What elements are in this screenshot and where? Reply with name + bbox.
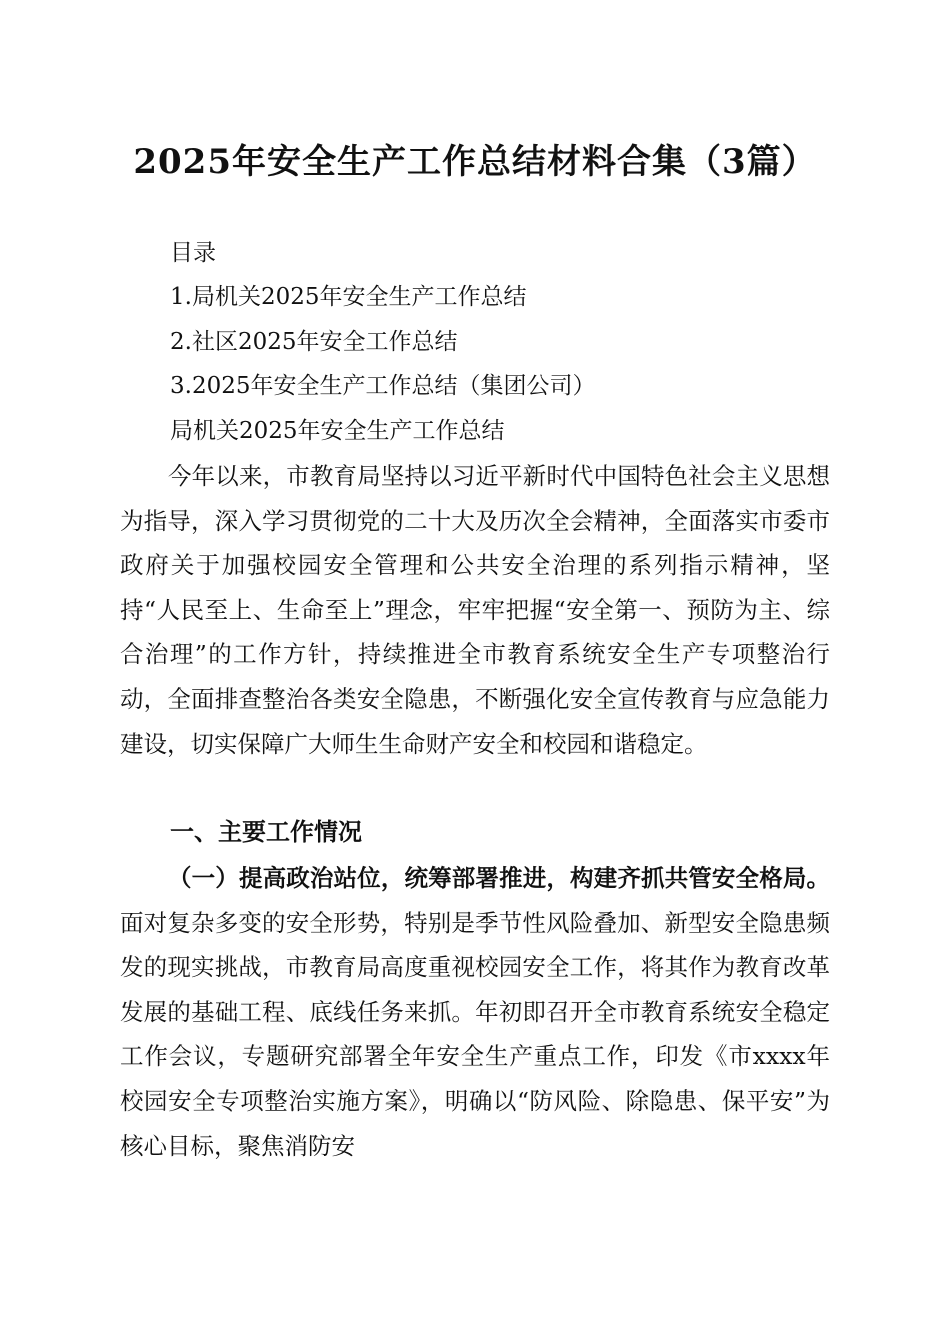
section-title: 局机关2025年安全生产工作总结 [170, 418, 505, 444]
document-title: 2025年安全生产工作总结材料合集（3篇） [133, 142, 817, 182]
subsection-1-lead: （一）提高政治站位，统筹部署推进，构建齐抓共管安全格局。 [168, 864, 830, 892]
toc-item-2: 2.社区2025年安全工作总结 [170, 329, 458, 355]
subsection-1-paragraph [120, 856, 830, 1168]
intro-paragraph: 今年以来，市教育局坚持以习近平新时代中国特色社会主义思想为指导，深入学习贯彻党的二十大及历次全会精神，全面落实市委市政府关于加强校园安全管理和公共安全治理的系列指示精神，坚持“人民至上、生命至上”理念，牢牢把握“安全第一、预防为主、综合治理”的工作方针，持续推进全市教育系统安全生产专项整治行动，全面排查整治各类安全隐患，不断强化安全宣传教育与应急能力建设，切实保障广大师生生命财产安全和校园和谐稳定。 [120, 462, 830, 758]
heading-main-work: 一、主要工作情况 [170, 818, 362, 846]
toc-item-1: 1.局机关2025年安全生产工作总结 [170, 284, 527, 310]
toc-heading: 目录 [170, 240, 216, 266]
toc-item-3: 3.2025年安全生产工作总结（集团公司） [170, 373, 596, 399]
subsection-1-text: 面对复杂多变的安全形势，特别是季节性风险叠加、新型安全隐患频发的现实挑战，市教育局高度重视校园安全工作，将其作为教育改革发展的基础工程、底线任务来抓。年初即召开全市教育系统安全稳定工作会议，专题研究部署全年安全生产重点工作，印发《市xxxx年校园安全专项整治实施方案》，明确以“防风险、除隐患、保平安”为核心目标，聚焦消防安 [120, 908, 830, 1160]
